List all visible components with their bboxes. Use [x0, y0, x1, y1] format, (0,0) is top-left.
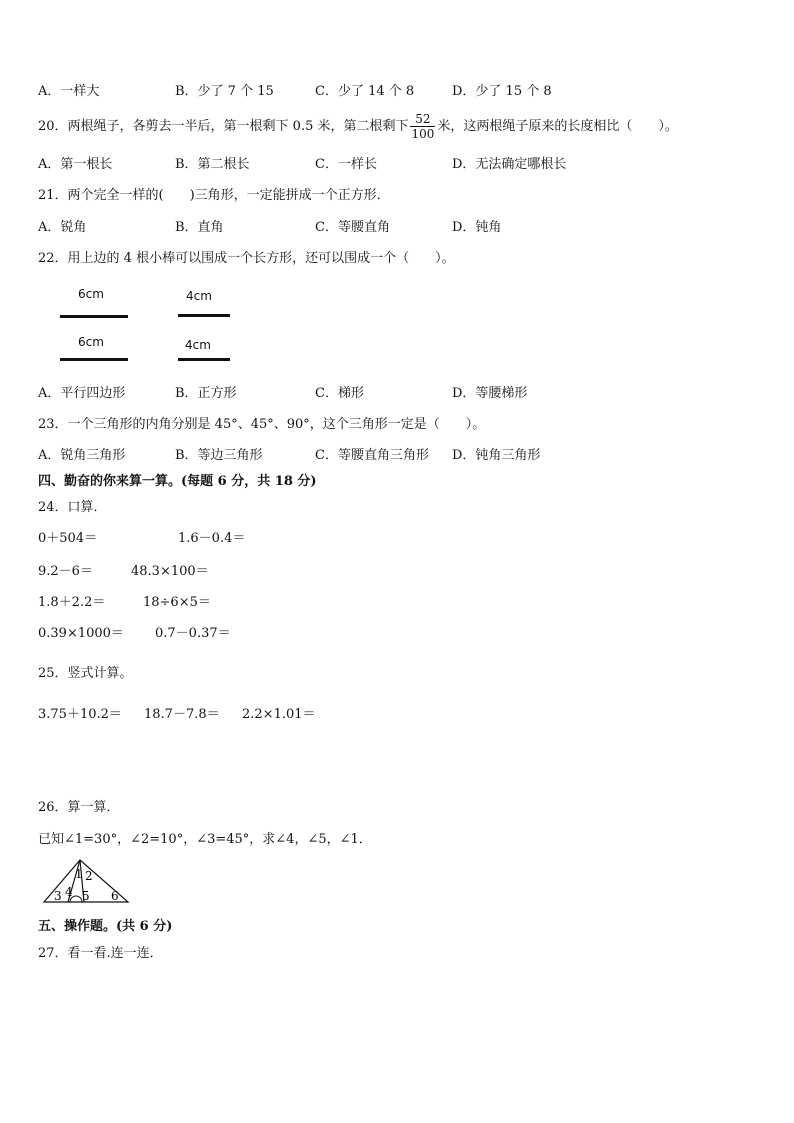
- q20-option-d[interactable]: D．无法确定哪根长: [452, 157, 567, 172]
- q22-option-a[interactable]: A．平行四边形: [38, 386, 126, 401]
- q24-item-8: 0.7－0.37＝: [155, 626, 231, 641]
- q20-stem: [38, 112, 678, 142]
- q23-stem: 23．一个三角形的内角分别是 45°、45°、90°，这个三角形一定是（ ）。: [38, 417, 486, 432]
- q21-stem: 21．两个完全一样的( )三角形，一定能拼成一个正方形．: [38, 188, 390, 203]
- q26-given: 已知∠1=30°，∠2=10°，∠3=45°，求∠4，∠5，∠1．: [38, 832, 372, 847]
- q19-option-d[interactable]: D．少了 15 个 8: [452, 84, 552, 99]
- stick-3: [60, 358, 128, 361]
- stick-label-1: 6cm: [78, 287, 104, 301]
- angle-label-1: 1: [75, 867, 83, 881]
- q19-option-a[interactable]: A．一样大: [38, 84, 100, 99]
- q19-option-b[interactable]: B．少了 7 个 15: [175, 84, 274, 99]
- q20-stem-after: 米，这两根绳子原来的长度相比（ ）。: [437, 119, 678, 134]
- section-4-title: 四、勤奋的你来算一算。(每题 6 分，共 18 分): [38, 474, 317, 489]
- q24-item-3: 9.2－6＝: [38, 564, 93, 579]
- stick-label-3: 6cm: [78, 335, 104, 349]
- q20-stem-before: 20．两根绳子，各剪去一半后，第一根剩下 0.5 米，第二根剩下: [38, 119, 409, 134]
- angle-label-5: 5: [82, 889, 90, 903]
- q24-stem: 24．口算．: [38, 500, 107, 515]
- q24-item-1: 0＋504＝: [38, 531, 98, 546]
- q21-option-c[interactable]: C．等腰直角: [315, 220, 390, 235]
- q26-stem: 26．算一算．: [38, 800, 120, 815]
- q23-option-a[interactable]: A．锐角三角形: [38, 448, 126, 463]
- stick-4: [178, 358, 230, 361]
- section-5-title: 五、操作题。(共 6 分): [38, 919, 173, 934]
- q23-option-c[interactable]: C．等腰直角三角形: [315, 448, 429, 463]
- q20-fraction-denominator: 100: [411, 127, 435, 141]
- stick-1: [60, 315, 128, 318]
- q23-option-d[interactable]: D．钝角三角形: [452, 448, 541, 463]
- angle-label-6: 6: [111, 889, 119, 903]
- q21-option-b[interactable]: B．直角: [175, 220, 224, 235]
- q27-stem: 27．看一看.连一连．: [38, 946, 163, 961]
- stick-label-4: 4cm: [185, 338, 211, 352]
- q20-option-b[interactable]: B．第二根长: [175, 157, 250, 172]
- q24-item-2: 1.6－0.4＝: [178, 531, 246, 546]
- q20-option-a[interactable]: A．第一根长: [38, 157, 113, 172]
- q22-stem: 22．用上边的 4 根小棒可以围成一个长方形，还可以围成一个（ ）。: [38, 251, 455, 266]
- q20-fraction-numerator: 52: [410, 112, 435, 127]
- q24-item-7: 0.39×1000＝: [38, 626, 124, 641]
- q21-option-a[interactable]: A．锐角: [38, 220, 87, 235]
- q25-item-1: 3.75＋10.2＝: [38, 707, 122, 722]
- q19-option-c[interactable]: C．少了 14 个 8: [315, 84, 415, 99]
- stick-label-2: 4cm: [186, 289, 212, 303]
- angle-label-3: 3: [54, 889, 62, 903]
- q24-item-6: 18÷6×5＝: [143, 595, 211, 610]
- angle-label-4: 4: [65, 885, 73, 899]
- stick-2: [178, 314, 230, 317]
- q22-option-c[interactable]: C．梯形: [315, 386, 364, 401]
- q21-option-d[interactable]: D．钝角: [452, 220, 502, 235]
- q20-option-c[interactable]: C．一样长: [315, 157, 377, 172]
- q23-option-b[interactable]: B．等边三角形: [175, 448, 263, 463]
- q25-item-2: 18.7－7.8＝: [144, 707, 220, 722]
- q25-stem: 25．竖式计算。: [38, 666, 133, 681]
- q24-item-5: 1.8＋2.2＝: [38, 595, 106, 610]
- q22-option-d[interactable]: D．等腰梯形: [452, 386, 528, 401]
- angle-label-2: 2: [85, 869, 93, 883]
- q20-fraction: [410, 112, 435, 141]
- q25-item-3: 2.2×1.01＝: [242, 707, 316, 722]
- triangle-angle-figure: [40, 856, 132, 906]
- q22-option-b[interactable]: B．正方形: [175, 386, 237, 401]
- q24-item-4: 48.3×100＝: [131, 564, 209, 579]
